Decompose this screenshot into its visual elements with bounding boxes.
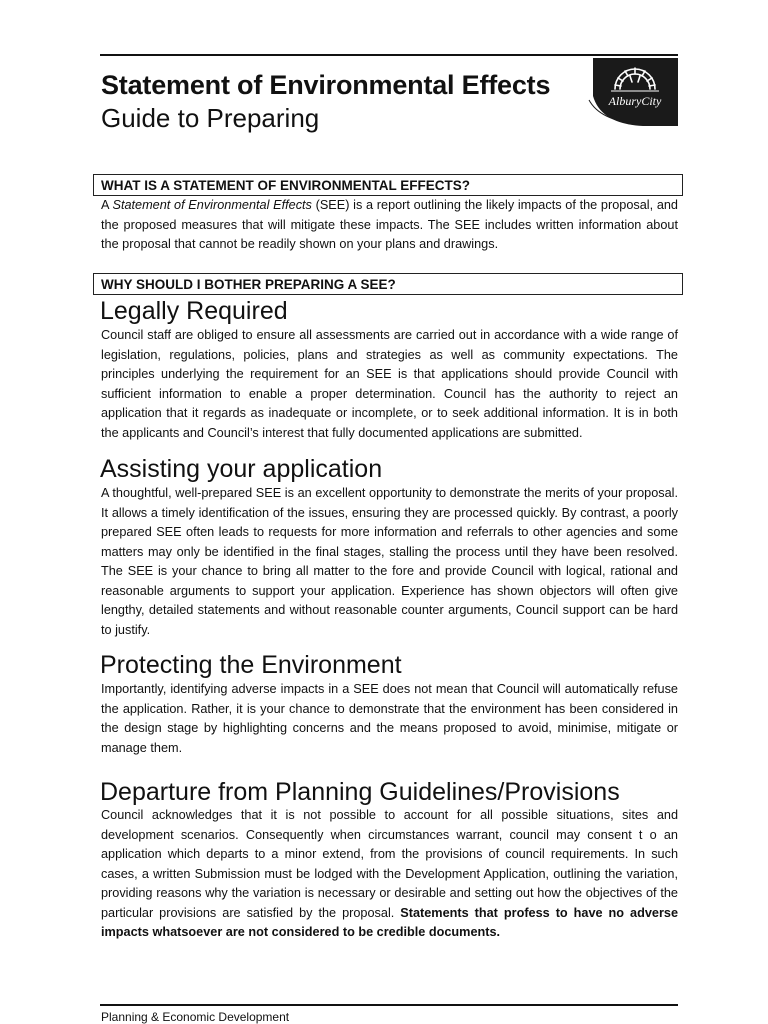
heading-legally-required: Legally Required (100, 297, 288, 325)
section-heading-why: WHY SHOULD I BOTHER PREPARING A SEE? (93, 273, 683, 295)
document-title: Statement of Environmental Effects (101, 70, 551, 100)
footer-text: Planning & Economic Development (101, 1010, 290, 1024)
alburycity-logo (581, 56, 678, 126)
what-lead: A (101, 198, 113, 212)
logo-wordmark: AlburyCity (608, 94, 662, 108)
legally-paragraph: Council staff are obliged to ensure all assessments are carried out in accordance with a wide range of legislation, regulations, policies, plans and strategies as well as community expectations. The principles underlying the requirement for an SEE is that applications should provide Council with sufficient information to enable a proper determination. Council has the authority to reject an application that it regards as inadequate or incomplete, or to seek additional information. It is in both the applicants and Council’s interest that fully documented applications are submitted. (101, 328, 678, 440)
departure-paragraph (101, 806, 678, 943)
assisting-paragraph: A thoughtful, well-prepared SEE is an excellent opportunity to demonstrate the merits of your proposal. It allows a timely identification of the issues, ensuring they are processed quickly. By contrast, a poorly prepared SEE often leads to requests for more information and referrals to other agencies and some matters may only be identified in the final stages, stalling the process until they have been resolved. The SEE is your chance to bring all matter to the fore and provide Council with logical, rational and reasonable arguments to support your application. Experience has shown objectors will often give lengthy, detailed statements and without reasonable counter arguments, Council support can be hard to justify. (101, 486, 678, 637)
departure-text: Council acknowledges that it is not possible to account for all possible situations, sites and development scenarios. Consequently when circumstances warrant, council may consent t o an application which departs to a minor extend, from the provisions of council requirements. In such cases, a written Submission must be lodged with the Development Application, outlining the variation, providing reasons why the variation is necessary or desirable and setting out how the objectives of the particular provisions are satisfied by the proposal. (101, 808, 678, 920)
document-subtitle: Guide to Preparing (101, 103, 320, 133)
heading-protecting-environment: Protecting the Environment (100, 651, 402, 679)
bottom-rule (100, 1004, 678, 1006)
see-term: Statement of Environmental Effects (112, 198, 312, 212)
heading-departure: Departure from Planning Guidelines/Provisions (100, 778, 620, 806)
departure-bold-statement: Statements that profess to have no adverse impacts whatsoever are not considered to be credible documents. (101, 905, 679, 939)
what-paragraph (101, 196, 678, 255)
what-rest: (SEE) is a report outlining the likely impacts of the proposal, and the proposed measures that will mitigate these impacts. The SEE includes written information about the proposal that cannot be readily shown on your plans and drawings. (101, 198, 678, 251)
section-heading-what: WHAT IS A STATEMENT OF ENVIRONMENTAL EFFECTS? (93, 174, 683, 196)
protecting-paragraph: Importantly, identifying adverse impacts in a SEE does not mean that Council will automatically refuse the application. Rather, it is your chance to demonstrate that the environment has been considered in the design stage by highlighting concerns and the means proposed to avoid, minimise, mitigate or manage them. (101, 682, 678, 755)
heading-assisting-application: Assisting your application (100, 455, 383, 483)
